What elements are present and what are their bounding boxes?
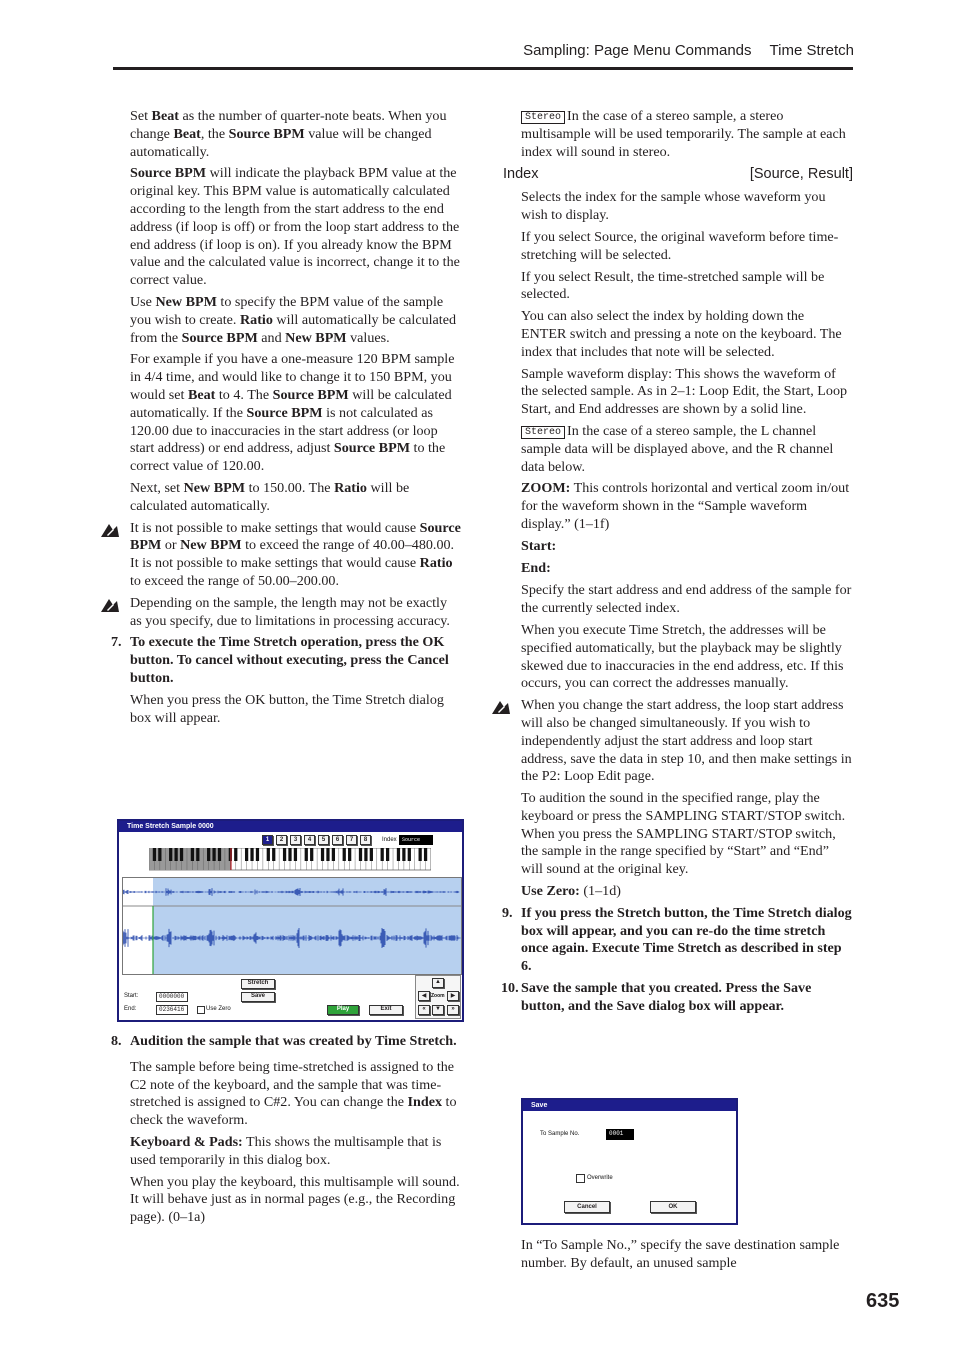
paragraph: Next, set New BPM to 150.00. The Ratio will be calculated automatically. xyxy=(130,479,410,514)
ok-button[interactable]: OK xyxy=(650,1201,696,1213)
right-column-bottom xyxy=(521,1237,853,1277)
param-range: [Source, Result] xyxy=(749,166,853,183)
page-number: 635 xyxy=(866,1290,900,1312)
time-stretch-screenshot xyxy=(117,819,464,1022)
index-button[interactable]: 1 xyxy=(262,835,273,845)
dialog-title: Time Stretch Sample 0000 xyxy=(119,821,462,832)
step-9: 9. If you press the Stretch button, the Time Stretch dialog box will appear, and you can re-do the time stretch once again. Execute Time Stretch as described in step 6. xyxy=(502,904,852,975)
index-button[interactable]: 2 xyxy=(276,835,287,845)
index-button[interactable]: 8 xyxy=(360,835,371,845)
left-column-bottom xyxy=(111,1033,462,1231)
overwrite-label: Overwrite xyxy=(587,1175,613,1181)
zoom-right-button[interactable]: ▶ xyxy=(447,991,459,1001)
index-button[interactable]: 7 xyxy=(346,835,357,845)
play-button[interactable]: Play xyxy=(327,1005,359,1015)
save-button[interactable]: Save xyxy=(241,992,275,1002)
step-10: 10. Save the sample that you created. Press the Save button, and the Save dialog box will appear. xyxy=(501,980,812,1014)
waveform-display[interactable] xyxy=(122,877,462,975)
end-field[interactable]: 0236416 xyxy=(156,1005,188,1015)
caution-note: Depending on the sample, the length may not be exactly as you specify, due to limitations in processing accuracy. xyxy=(130,595,462,631)
overwrite-checkbox[interactable] xyxy=(576,1174,585,1183)
use-zero-checkbox[interactable] xyxy=(197,1006,205,1014)
paragraph: The sample before being time-stretched is assigned to the C2 note of the keyboard, and the sample that was time-stretched is assigned to C#2. You can change the Index to check the waveform. xyxy=(130,1058,457,1129)
zoom-down-button[interactable]: ▼ xyxy=(432,1005,444,1015)
right-column xyxy=(501,108,853,1020)
zoom-left-button[interactable]: ◀ xyxy=(418,991,430,1001)
left-column xyxy=(111,108,462,731)
stretch-button[interactable]: Stretch xyxy=(241,979,275,989)
index-label: Index xyxy=(382,837,397,843)
zoom-panel xyxy=(415,975,461,1019)
end-heading: End: xyxy=(521,559,551,576)
paragraph: To audition the sound in the specified range, play the keyboard or press the SAMPLING START/STOP switch. When you press the SAMPLING START/STOP switch, the sample in the range specified by “Start” and “End” will sound at the original key. xyxy=(521,790,846,878)
dialog-title: Save xyxy=(523,1100,736,1111)
start-field[interactable]: 0000000 xyxy=(156,992,188,1002)
stereo-badge: Stereo xyxy=(521,111,565,124)
paragraph: Use New BPM to specify the BPM value of the sample you wish to create. Ratio will automatically be calculated from the Source BPM and New BPM values. xyxy=(130,293,457,346)
parameter-heading xyxy=(503,165,853,183)
index-button[interactable]: 3 xyxy=(290,835,301,845)
paragraph: For example if you have a one-measure 120 BPM sample in 4/4 time, and would like to change it to 150 BPM, you would set Beat to 4. The Source BPM will be calculated automatically. If the Source BPM is not calculated as 120.00 due to inaccuracies in the start address (or loop start address) or end address, adjust Source BPM to the correct value of 120.00. xyxy=(130,351,455,475)
zoom-max-button[interactable]: » xyxy=(447,1005,459,1015)
paragraph: Source BPM will indicate the playback BPM value at the original key. This BPM value is automatically calculated according to the length from the start address to the end address (if loop is off) or from the loop start address to the end address (if loop is on). If you already know the BPM value and the calculated value is incorrect, change it to the correct value. xyxy=(130,165,460,289)
param-name: Index xyxy=(503,166,539,183)
exit-button[interactable]: Exit xyxy=(369,1005,403,1015)
running-head xyxy=(523,42,854,59)
start-heading: Start: xyxy=(521,537,557,554)
step-8: 8. Audition the sample that was created by Time Stretch. xyxy=(111,1033,457,1049)
caution-note: It is not possible to make settings that would cause Source BPM or New BPM to exceed the range of 40.00–480.00. It is not possible to make settings that would cause Ratio to exceed the range of 50.00–200.00. xyxy=(130,520,462,591)
to-sample-field[interactable]: 0001 xyxy=(606,1129,634,1140)
keyboard-display xyxy=(149,848,431,874)
start-label: Start: xyxy=(124,993,139,999)
paragraph: Sample waveform display: This shows the waveform of the selected sample. As in 2–1: Loop Edit, the Start, Loop Start, and End addresses are shown by a solid line. xyxy=(521,365,848,418)
running-head-section: Sampling: Page Menu Commands xyxy=(523,42,752,59)
paragraph: Stereo In the case of a stereo sample, a stereo multisample will be used temporarily. The sample at each index will sound in stereo. xyxy=(521,108,846,160)
paragraph: Set Beat as the number of quarter-note beats. When you change Beat, the Source BPM value will be changed automatically. xyxy=(130,108,447,160)
paragraph: Stereo In the case of a stereo sample, the L channel sample data will be displayed above, and the R channel data below. xyxy=(521,422,834,475)
paragraph: You can also select the index by holding down the ENTER switch and pressing a note on the keyboard. The index that includes that note will be selected. xyxy=(521,308,842,360)
paragraph: When you execute Time Stretch, the addresses will be specified automatically, but the playback may be slightly skewed due to inaccuracies in the end address, etc. If this occurs, you can correct the addresses manually. xyxy=(521,621,844,692)
paragraph: If you select Result, the time-stretched sample will be selected. xyxy=(521,268,825,303)
use-zero-label: Use Zero xyxy=(206,1006,231,1012)
caution-icon xyxy=(100,597,120,613)
stereo-badge: Stereo xyxy=(521,426,565,439)
index-button[interactable]: 5 xyxy=(318,835,329,845)
to-sample-label: To Sample No. xyxy=(540,1131,580,1137)
paragraph: Selects the index for the sample whose waveform you wish to display. xyxy=(521,189,826,224)
index-button[interactable]: 4 xyxy=(304,835,315,845)
cancel-button[interactable]: Cancel xyxy=(564,1201,610,1213)
step-7: 7. To execute the Time Stretch operation, press the OK button. To cancel without executing, press the Cancel button. xyxy=(111,634,449,686)
paragraph: Keyboard & Pads: This shows the multisample that is used temporarily in this dialog box. xyxy=(130,1133,442,1168)
index-select[interactable]: Source xyxy=(399,835,433,845)
caution-note: When you change the start address, the loop start address will also be changed simultaneously. If you wish to independently adjust the start address and loop start address, save the data in step 10, and then make settings in the P2: Loop Edit page. xyxy=(521,697,853,786)
paragraph: ZOOM: This controls horizontal and vertical zoom in/out for the waveform shown in the “Sample waveform display.” (1–1f) xyxy=(521,480,850,532)
zoom-min-button[interactable]: « xyxy=(418,1005,430,1015)
save-dialog-screenshot xyxy=(521,1098,738,1225)
index-button[interactable]: 6 xyxy=(332,835,343,845)
paragraph: When you press the OK button, the Time Stretch dialog box will appear. xyxy=(130,691,444,726)
paragraph: In “To Sample No.,” specify the save destination sample number. By default, an unused sample xyxy=(521,1237,840,1271)
paragraph: Specify the start address and end address of the sample for the currently selected index. xyxy=(521,582,852,617)
paragraph: When you play the keyboard, this multisample will sound. It will behave just as in normal pages (e.g., the Recording page). (0–1a) xyxy=(130,1173,460,1226)
zoom-label: Zoom xyxy=(431,993,445,999)
running-head-topic: Time Stretch xyxy=(769,42,854,59)
end-label: End: xyxy=(124,1006,137,1012)
waveform xyxy=(123,878,461,974)
caution-icon xyxy=(100,522,120,538)
zoom-up-button[interactable]: ▲ xyxy=(432,978,444,988)
header-rule xyxy=(113,67,853,70)
caution-icon xyxy=(491,699,511,715)
paragraph: If you select Source, the original waveform before time-stretching will be selected. xyxy=(521,228,839,263)
paragraph: Use Zero: (1–1d) xyxy=(521,883,621,900)
